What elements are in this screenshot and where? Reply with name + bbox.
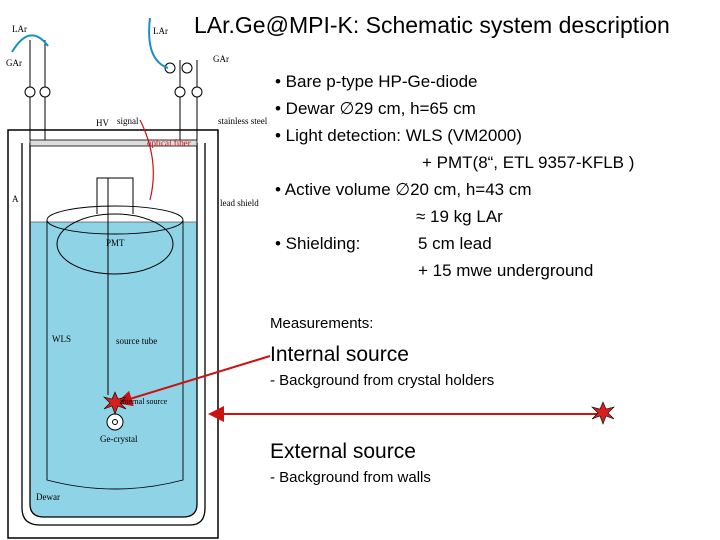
bullet-pmt-cont: + PMT(8“, ETL 9357-KFLB ) bbox=[422, 153, 635, 172]
label-pmt: PMT bbox=[106, 238, 125, 248]
bullet-dewar: • Dewar ∅29 cm, h=65 cm bbox=[275, 99, 476, 118]
bullet-shielding: • Shielding: bbox=[275, 234, 361, 253]
label-source-tube: source tube bbox=[116, 336, 158, 346]
bullet-underground: + 15 mwe underground bbox=[418, 261, 594, 280]
label-hv: HV bbox=[96, 118, 109, 128]
valve-icon bbox=[40, 87, 50, 97]
bullet-lead: 5 cm lead bbox=[418, 234, 492, 253]
page-title: LAr.Ge@MPI-K: Schematic system description bbox=[194, 12, 670, 38]
pmt-neck bbox=[97, 178, 133, 214]
bullet-ge-diode: • Bare p-type HP-Ge-diode bbox=[275, 72, 478, 91]
label-lar-right: LAr bbox=[153, 26, 168, 36]
label-wls: WLS bbox=[52, 334, 71, 344]
external-source-title: External source bbox=[270, 440, 416, 463]
valve-icon bbox=[192, 87, 202, 97]
label-ge-crystal: Ge-crystal bbox=[100, 434, 138, 444]
label-dewar: Dewar bbox=[36, 492, 60, 502]
valve-icon bbox=[175, 87, 185, 97]
label-stainless-steel: stainless steel bbox=[218, 116, 268, 126]
internal-source-desc: - Background from crystal holders bbox=[270, 372, 495, 389]
bullet-active-volume: • Active volume ∅20 cm, h=43 cm bbox=[275, 180, 532, 199]
label-internal-source: internal source bbox=[120, 397, 168, 406]
label-gar-left: GAr bbox=[6, 58, 22, 68]
external-source-desc: - Background from walls bbox=[270, 469, 431, 486]
internal-source-title: Internal source bbox=[270, 343, 409, 366]
bullet-lar-mass: ≈ 19 kg LAr bbox=[416, 207, 503, 226]
optical-fiber bbox=[140, 120, 153, 200]
measurements-heading: Measurements: bbox=[270, 315, 374, 332]
label-optical-fiber: optical fiber bbox=[147, 138, 191, 148]
valve-icon bbox=[182, 63, 192, 73]
label-lar-left: LAr bbox=[12, 24, 27, 34]
lar-volume bbox=[30, 222, 197, 517]
label-gar-right: GAr bbox=[213, 54, 229, 64]
label-lead-shield: lead shield bbox=[220, 198, 259, 208]
ge-crystal bbox=[107, 414, 123, 430]
label-signal: signal bbox=[117, 116, 139, 126]
label-a: A bbox=[12, 194, 19, 204]
bullet-light-detection: • Light detection: WLS (VM2000) bbox=[275, 126, 522, 145]
valve-icon bbox=[25, 87, 35, 97]
